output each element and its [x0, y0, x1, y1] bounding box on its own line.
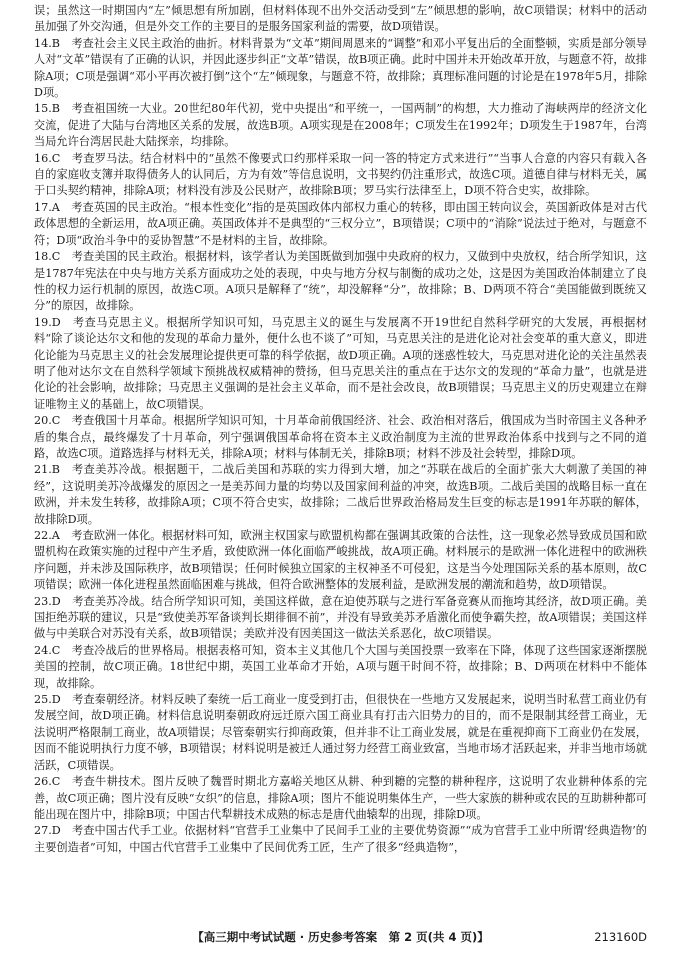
answer-25: 25.D 考查秦朝经济。材料反映了秦统一后工商业一度受到打击，但很快在一些地方又发展起来，说明当时私营工商业仍有发展空间，故D项正确。材料信息说明秦朝政府远迁原六国工商业具有打击六旧势力的目的，而不是限制其经营工商业，无法说明严格限制工商业，故A项错误；尽管秦朝实行抑商政策，但并非不让工商业发展，就是在重视抑商下工商业仍在发展，因而不能说明执行力度不够，B项错误；材料说明是被迁人通过努力经营工商业致富，当地市场才活跃起来，并非当地市场就活跃，C项错误。 [34, 693, 647, 772]
answer-17: 17.A 考查英国的民主政治。“根本性变化”指的是英国政体内部权力重心的转移，即由国王转向议会，英国新政体是对古代政体思想的全新运用，故A项正确。英国政体并不是典型的“三权分立”，B项错误；C项中的“消除”说法过于绝对，与题意不符；D项“政治斗争中的妥协智慧”不是材料的主旨，故排除。 [34, 200, 647, 247]
answer-14: 14.B 考查社会主义民主政治的曲折。材料背景为“文革”期间周恩来的“调整”和邓小平复出后的全面整顿，实质是部分领导人对“文革”错误有了正确的认识，并因此逐步纠正“文革”错误，故B项正确。此时中国并未开始改革开放，与题意不符，故排除A项；C项是强调“邓小平再次被打倒”这个“左”倾现象，与题意不符，故排除；真理标准问题的讨论是在1978年5月，排除D项。 [34, 36, 647, 100]
answer-24: 24.C 考查冷战后的世界格局。根据表格可知，资本主义其他几个大国与美国投票一致率在下降，体现了这些国家逐渐摆脱美国的控制，故C项正确。18世纪中期，英国工业革命才开始，A项与题干时间不符，故排除；B、D两项在材料中不能体现，故排除。 [34, 643, 647, 690]
answer-27: 27.D 考查中国古代手工业。依据材料“官营手工业集中了民间手工业的主要优势资源”“成为官营手工业中所谓‘经典造物’的主要创造者”可知，中国古代官营手工业集中了民间优秀工匠，生产了很多“经典造物”， [34, 824, 647, 854]
answer-20: 20.C 考查俄国十月革命。根据所学知识可知，十月革命前俄国经济、社会、政治相对落后，俄国成为当时帝国主义各种矛盾的集合点，最终爆发了十月革命，列宁强调俄国革命将在资本主义政治制度为主流的世界政治体系中找到与之不同的道路，故选C项。道路选择与材料无关，排除A项；材料与体制无关，排除B项；材料不涉及社会转型，排除D项。 [34, 414, 647, 460]
answer-continuation-13: 误；虽然这一时期国内“左”倾思想有所加剧，但材料体现不出外交活动受到“左”倾思想的影响，故C项错误；材料中的活动虽加强了外交沟通，但是外交工作的主要目的是服务国家利益的需要，故D项错误。 [34, 4, 647, 34]
answer-26: 26.C 考查牛耕技术。图片反映了魏晋时期北方嘉峪关地区从耕、种到耱的完整的耕种程序，这说明了农业耕种体系的完善，故C项正确；图片没有反映“女织”的信息，排除A项；图片不能说明集体生产，一些大家族的耕种或农民的互助耕种都可能出现在图片中，排除B项；中国古代犁耕技术成熟的标志是唐代曲辕犁的出现，排除D项。 [34, 775, 647, 821]
footer-title: 【高三期中考试试题 · 历史参考答案 第 2 页(共 4 页)】 [192, 930, 489, 944]
answer-22: 22.A 考查欧洲一体化。根据材料可知，欧洲主权国家与欧盟机构都在强调其政策的合法性，这一现象必然导致成员国和欧盟机构在政策实施的过程中产生矛盾，致使欧洲一体化面临严峻挑战，故A项正确。材料展示的是欧洲一体化进程中的欧洲秩序问题，并未涉及国际秩序，故B项错误；任何时候独立国家的主权神圣不可侵犯，这是当今处理国际关系的基本原则，故C项错误；欧洲一体化进程虽然面临困难与挑战，但符合欧洲整体的发展利益，是欧洲发展的潮流和趋势，故D项错误。 [34, 529, 647, 592]
answer-15: 15.B 考查祖国统一大业。20世纪80年代初，党中央提出“和平统一，一国两制”的构想，大力推动了海峡两岸的经济文化交流，促进了大陆与台湾地区关系的发展，故选B项。A项实现是在2008年；C项发生在1992年；D项发生于1987年，台湾当局允许台湾居民赴大陆探亲，均排除。 [34, 102, 647, 149]
answer-23: 23.D 考查美苏冷战。结合所学知识可知，美国这样做，意在迫使苏联与之进行军备竞赛从而拖垮其经济，故D项正确。美国拒绝苏联的建议，只是“致使美苏军备谈判长期徘徊不前”，并没有导致美苏矛盾激化而使争霸失控，故A项错误；美国这样做与中美联合对苏没有关系，故B项错误；美欧并没有因美国这一做法关系恶化，故C项错误。 [34, 594, 647, 641]
answer-19: 19.D 考查马克思主义。根据所学知识可知，马克思主义的诞生与发展离不开19世纪自然科学研究的大发展，再根据材料“除了谈论达尔文和他的发现的革命力量外，便什么也不谈了”可知，马克思关注的是进化论对社会变革的重大意义，即进化论能为马克思主义的社会发展理论提供更可靠的科学依据，故D项正确。A项的迷惑性较大，马克思对进化论的关注虽然表明了他对达尔文在自然科学领域卞预挑战权威精神的赞扬，但马克思关注的重点在于达尔文的发现的“革命力量”，也就是进化论的社会影响，故排除；马克思主义强调的是社会主义革命，而不是社会改良，故B项错误；马克思主义的历史观建立在辩证唯物主义的基础上，故C项错误。 [34, 315, 647, 411]
footer-code: 213160D [594, 930, 647, 944]
answer-body [34, 3, 647, 856]
answer-16: 16.C 考查罗马法。结合材料中的“虽然不像要式口约那样采取一问一答的特定方式来进行”“当事人合意的内容只有载入各自的家庭收支簿并取得债务人的认同后，方为有效”等信息说明，文书契约仍注重形式，故选C项。道德自律与材料无关，属于口头契约精神，排除A项；材料没有涉及公民财产，故排除B项；罗马实行法律至上，D项不符合史实，故排除。 [34, 151, 647, 198]
answer-18: 18.C 考查美国的民主政治。根据材料，该学者认为美国既做到加强中央政府的权力，又做到中央放权，结合所学知识，这是1787年宪法在中央与地方关系方面成功之处的表现，中央与地方分权与制衡的成功之处，这是因为美国政治体制建立了良性的权力运行机制的原因，故选C项。A项只是解释了“统”，却没解释“分”，故排除；B、D两项不符合“美国能做到既统又分”的原因，故排除。 [34, 250, 647, 313]
answer-21: 21.B 考查美苏冷战。根据题干，二战后美国和苏联的实力得到大增，加之“苏联在战后的全面扩张大大刺激了美国的神经”，这说明美苏冷战爆发的原因之一是美苏间力量的均势以及国家间利益的冲突，故选B项。二战后美国的战略目标一直在欧洲，并未发生转移，故排除A项；C项不符合史实，故排除；二战后世界政治格局发生巨变的标志是1991年苏联的解体，故排除D项。 [34, 463, 647, 526]
